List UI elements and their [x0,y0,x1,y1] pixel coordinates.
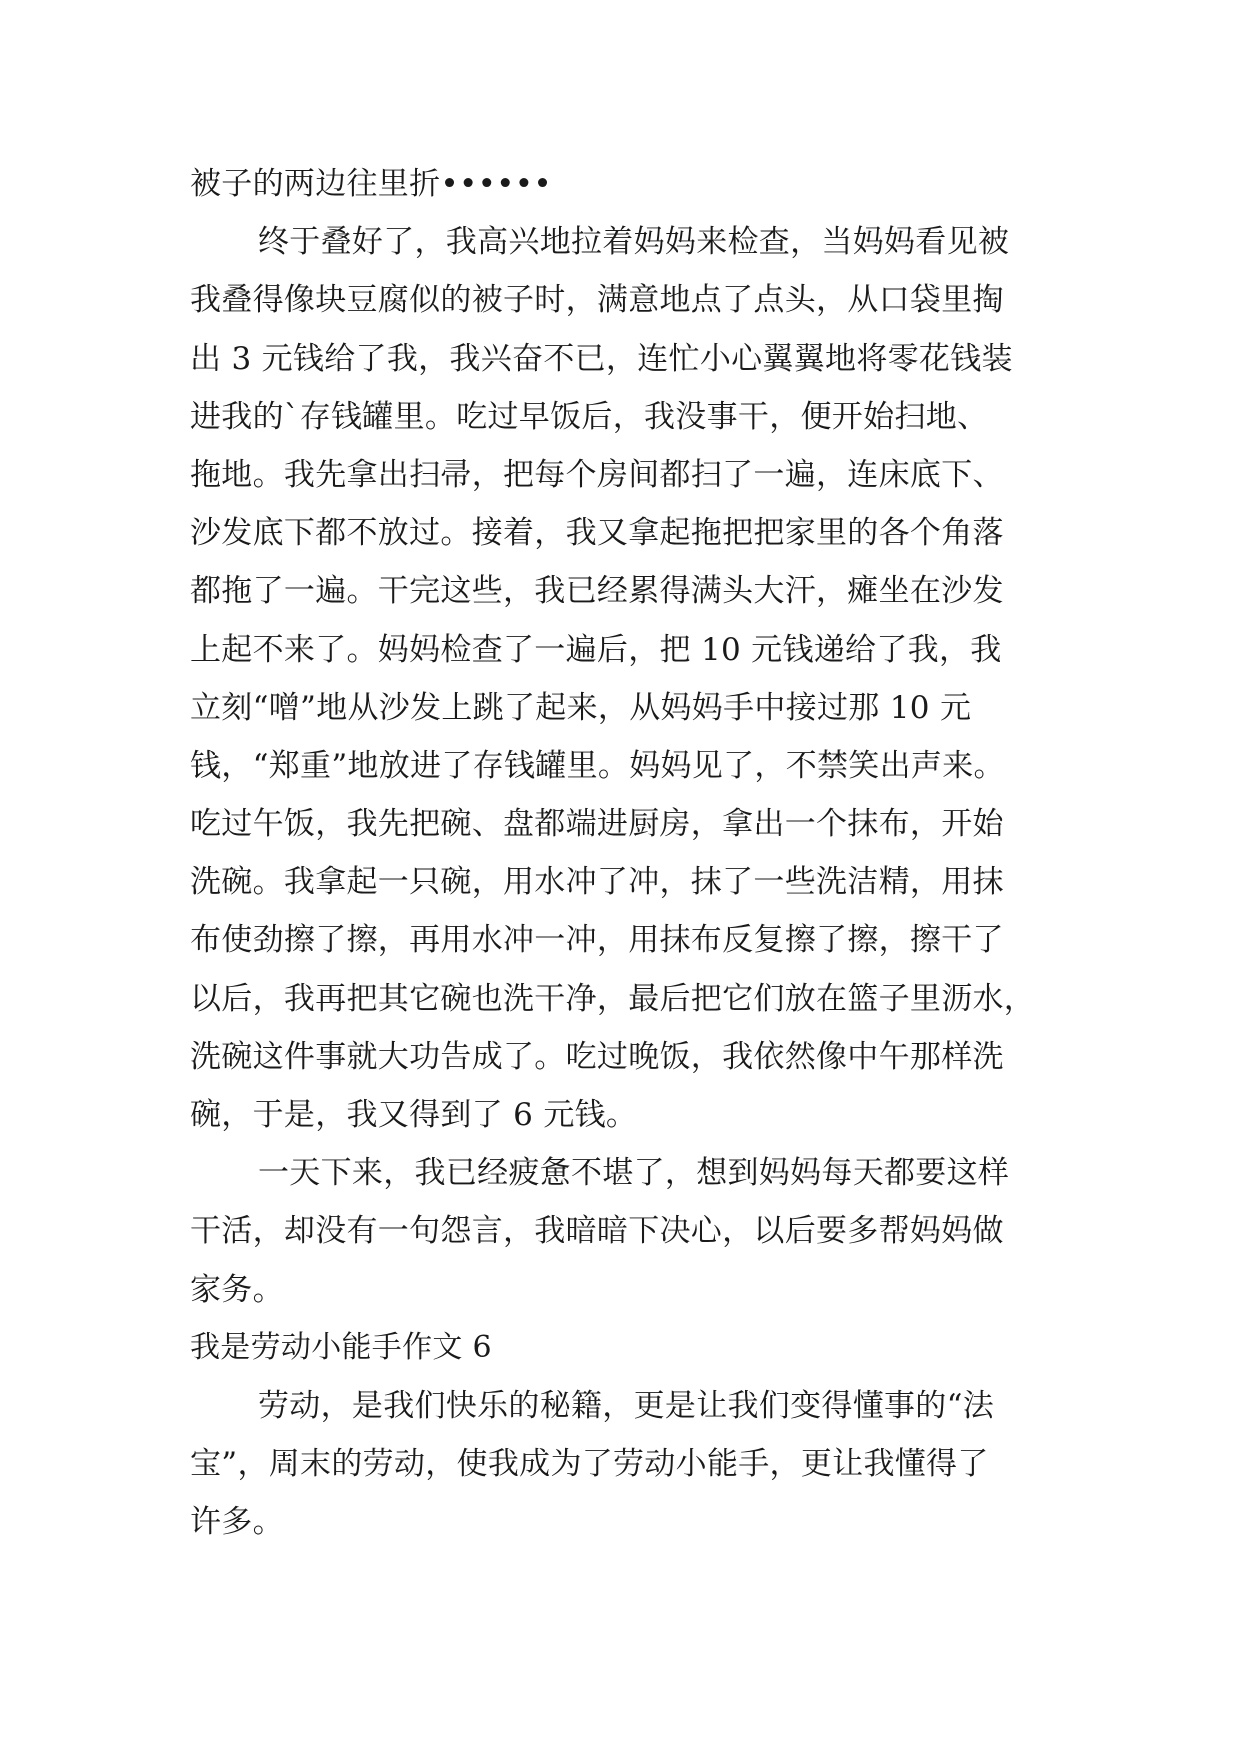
text-line: 钱，“郑重”地放进了存钱罐里。妈妈见了，不禁笑出声来。 [190,747,1005,784]
paragraph-first-line: 劳动，是我们快乐的秘籍，更是让我们变得懂事的“法 [258,1387,995,1424]
paragraph-first-line: 一天下来，我已经疲惫不堪了，想到妈妈每天都要这样 [258,1155,1010,1192]
text-line: 干活，却没有一句怨言，我暗暗下决心，以后要多帮妈妈做 [190,1213,1004,1250]
text-line: 拖地。我先拿出扫帚，把每个房间都扫了一遍，连床底下、 [190,456,1004,493]
text-line: 上起不来了。妈妈检查了一遍后，把 10 元钱递给了我，我 [190,631,1002,668]
text-line: 洗碗这件事就大功告成了。吃过晚饭，我依然像中午那样洗 [190,1038,1004,1075]
text-line: 碗，于是，我又得到了 6 元钱。 [190,1097,638,1133]
text-line: 家务。 [190,1271,284,1308]
paragraph-first-line: 终于叠好了，我高兴地拉着妈妈来检查，当妈妈看见被 [258,224,1010,261]
text-line: 出 3 元钱给了我，我兴奋不已，连忙小心翼翼地将零花钱装 [190,340,1013,377]
text-line: 吃过午饭，我先把碗、盘都端进厨房，拿出一个抹布，开始 [190,806,1004,843]
section-heading: 我是劳动小能手作文 6 [190,1329,492,1365]
text-line: 进我的`存钱罐里。吃过早饭后，我没事干，便开始扫地、 [190,398,989,435]
text-line: 沙发底下都不放过。接着，我又拿起拖把把家里的各个角落 [190,515,1004,552]
document-page [190,155,1050,1552]
text-line: 许多。 [190,1504,284,1541]
text-line: 被子的两边往里折•••••• [190,166,552,202]
text-line: 洗碗。我拿起一只碗，用水冲了冲，抹了一些洗洁精，用抹 [190,864,1004,901]
text-line: 都拖了一遍。干完这些，我已经累得满头大汗，瘫坐在沙发 [190,573,1004,610]
text-line: 宝”，周末的劳动，使我成为了劳动小能手，更让我懂得了 [190,1446,989,1483]
text-line: 我叠得像块豆腐似的被子时，满意地点了点头，从口袋里掏 [190,282,1004,319]
text-line: 立刻“噌”地从沙发上跳了起来，从妈妈手中接过那 10 元 [190,689,972,726]
text-line: 以后，我再把其它碗也洗干净，最后把它们放在篮子里沥水， [190,980,1036,1017]
text-line: 布使劲擦了擦，再用水冲一冲，用抹布反复擦了擦，擦干了 [190,922,1004,959]
